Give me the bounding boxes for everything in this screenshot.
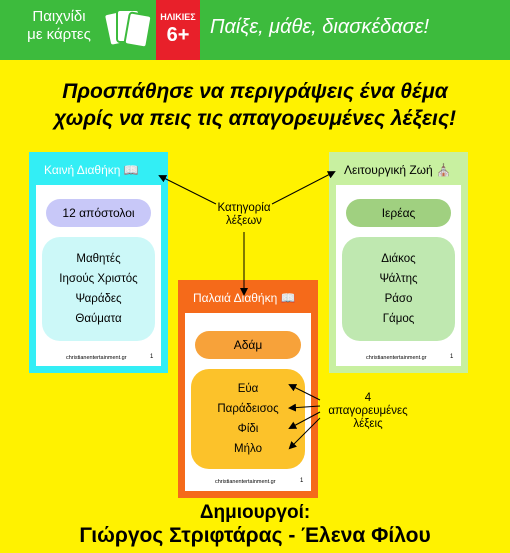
- logo-line-1: Παιχνίδι: [32, 8, 86, 25]
- credits-label: Δημιουργοί:: [199, 502, 311, 523]
- forbidden-word: Διάκος: [381, 253, 416, 265]
- category-annotation: [204, 202, 284, 228]
- forbidden-annotation-line-2: απαγορευμένες: [328, 405, 408, 417]
- age-label: ΗΛΙΚΙΕΣ: [160, 12, 196, 22]
- forbidden-word: Ψάλτης: [379, 273, 418, 285]
- card-topic-label: 12 απόστολοι: [62, 206, 135, 220]
- card-website: christianentertainment.gr: [366, 355, 427, 361]
- category-annotation-line-1: Κατηγορία: [217, 202, 271, 214]
- forbidden-word: Θαύματα: [75, 313, 122, 325]
- card-number: 1: [450, 354, 454, 360]
- age-value: 6+: [166, 24, 190, 46]
- headline-line-2: χωρίς να πεις τις απαγορευμένες λέξεις!: [53, 107, 457, 130]
- logo-line-2: με κάρτες: [27, 26, 91, 43]
- card-website: christianentertainment.gr: [66, 355, 127, 361]
- book-icon: 📖: [123, 163, 139, 177]
- forbidden-annotation: [318, 392, 418, 431]
- card-number: 1: [150, 354, 154, 360]
- card-number: 1: [300, 478, 304, 484]
- headline-line-1: Προσπάθησε να περιγράψεις ένα θέμα: [62, 80, 448, 103]
- credits-names: Γιώργος Στριφτάρας - Έλενα Φίλου: [79, 524, 431, 547]
- forbidden-annotation-line-1: 4: [364, 392, 372, 404]
- forbidden-annotation-line-3: λέξεις: [353, 418, 383, 430]
- arrow-to-right-card: [272, 172, 334, 204]
- forbidden-word: Ψαράδες: [75, 293, 122, 305]
- forbidden-word: Μαθητές: [76, 253, 121, 265]
- forbidden-word: Παράδεισος: [217, 403, 279, 415]
- card-website: christianentertainment.gr: [215, 479, 276, 485]
- slogan: Παίξε, μάθε, διασκέδασε!: [210, 16, 430, 38]
- forbidden-word: Φίδι: [237, 423, 259, 435]
- church-icon: ⛪: [436, 163, 452, 177]
- card-topic-label: Ιερέας: [381, 206, 416, 220]
- arrow-to-word-3: [290, 412, 320, 428]
- card-topic-label: Αδάμ: [233, 338, 263, 352]
- book-icon: 📖: [280, 291, 296, 305]
- forbidden-word: Εύα: [237, 383, 259, 395]
- forbidden-word: Ιησούς Χριστός: [59, 273, 138, 285]
- forbidden-word: Γάμος: [382, 313, 415, 325]
- forbidden-word: Ράσο: [384, 293, 413, 305]
- category-annotation-line-2: λέξεων: [226, 215, 262, 227]
- card-category-label: Λειτουργική Ζωή: [344, 163, 433, 177]
- forbidden-word: Μήλο: [234, 443, 262, 455]
- card-category-label: Παλαιά Διαθήκη: [193, 291, 278, 305]
- arrow-to-word-2: [290, 406, 320, 408]
- arrow-to-word-4: [290, 418, 320, 448]
- card-category-label: Καινή Διαθήκη: [44, 163, 121, 177]
- arrow-to-word-1: [290, 385, 320, 400]
- arrow-to-left-card: [160, 176, 216, 204]
